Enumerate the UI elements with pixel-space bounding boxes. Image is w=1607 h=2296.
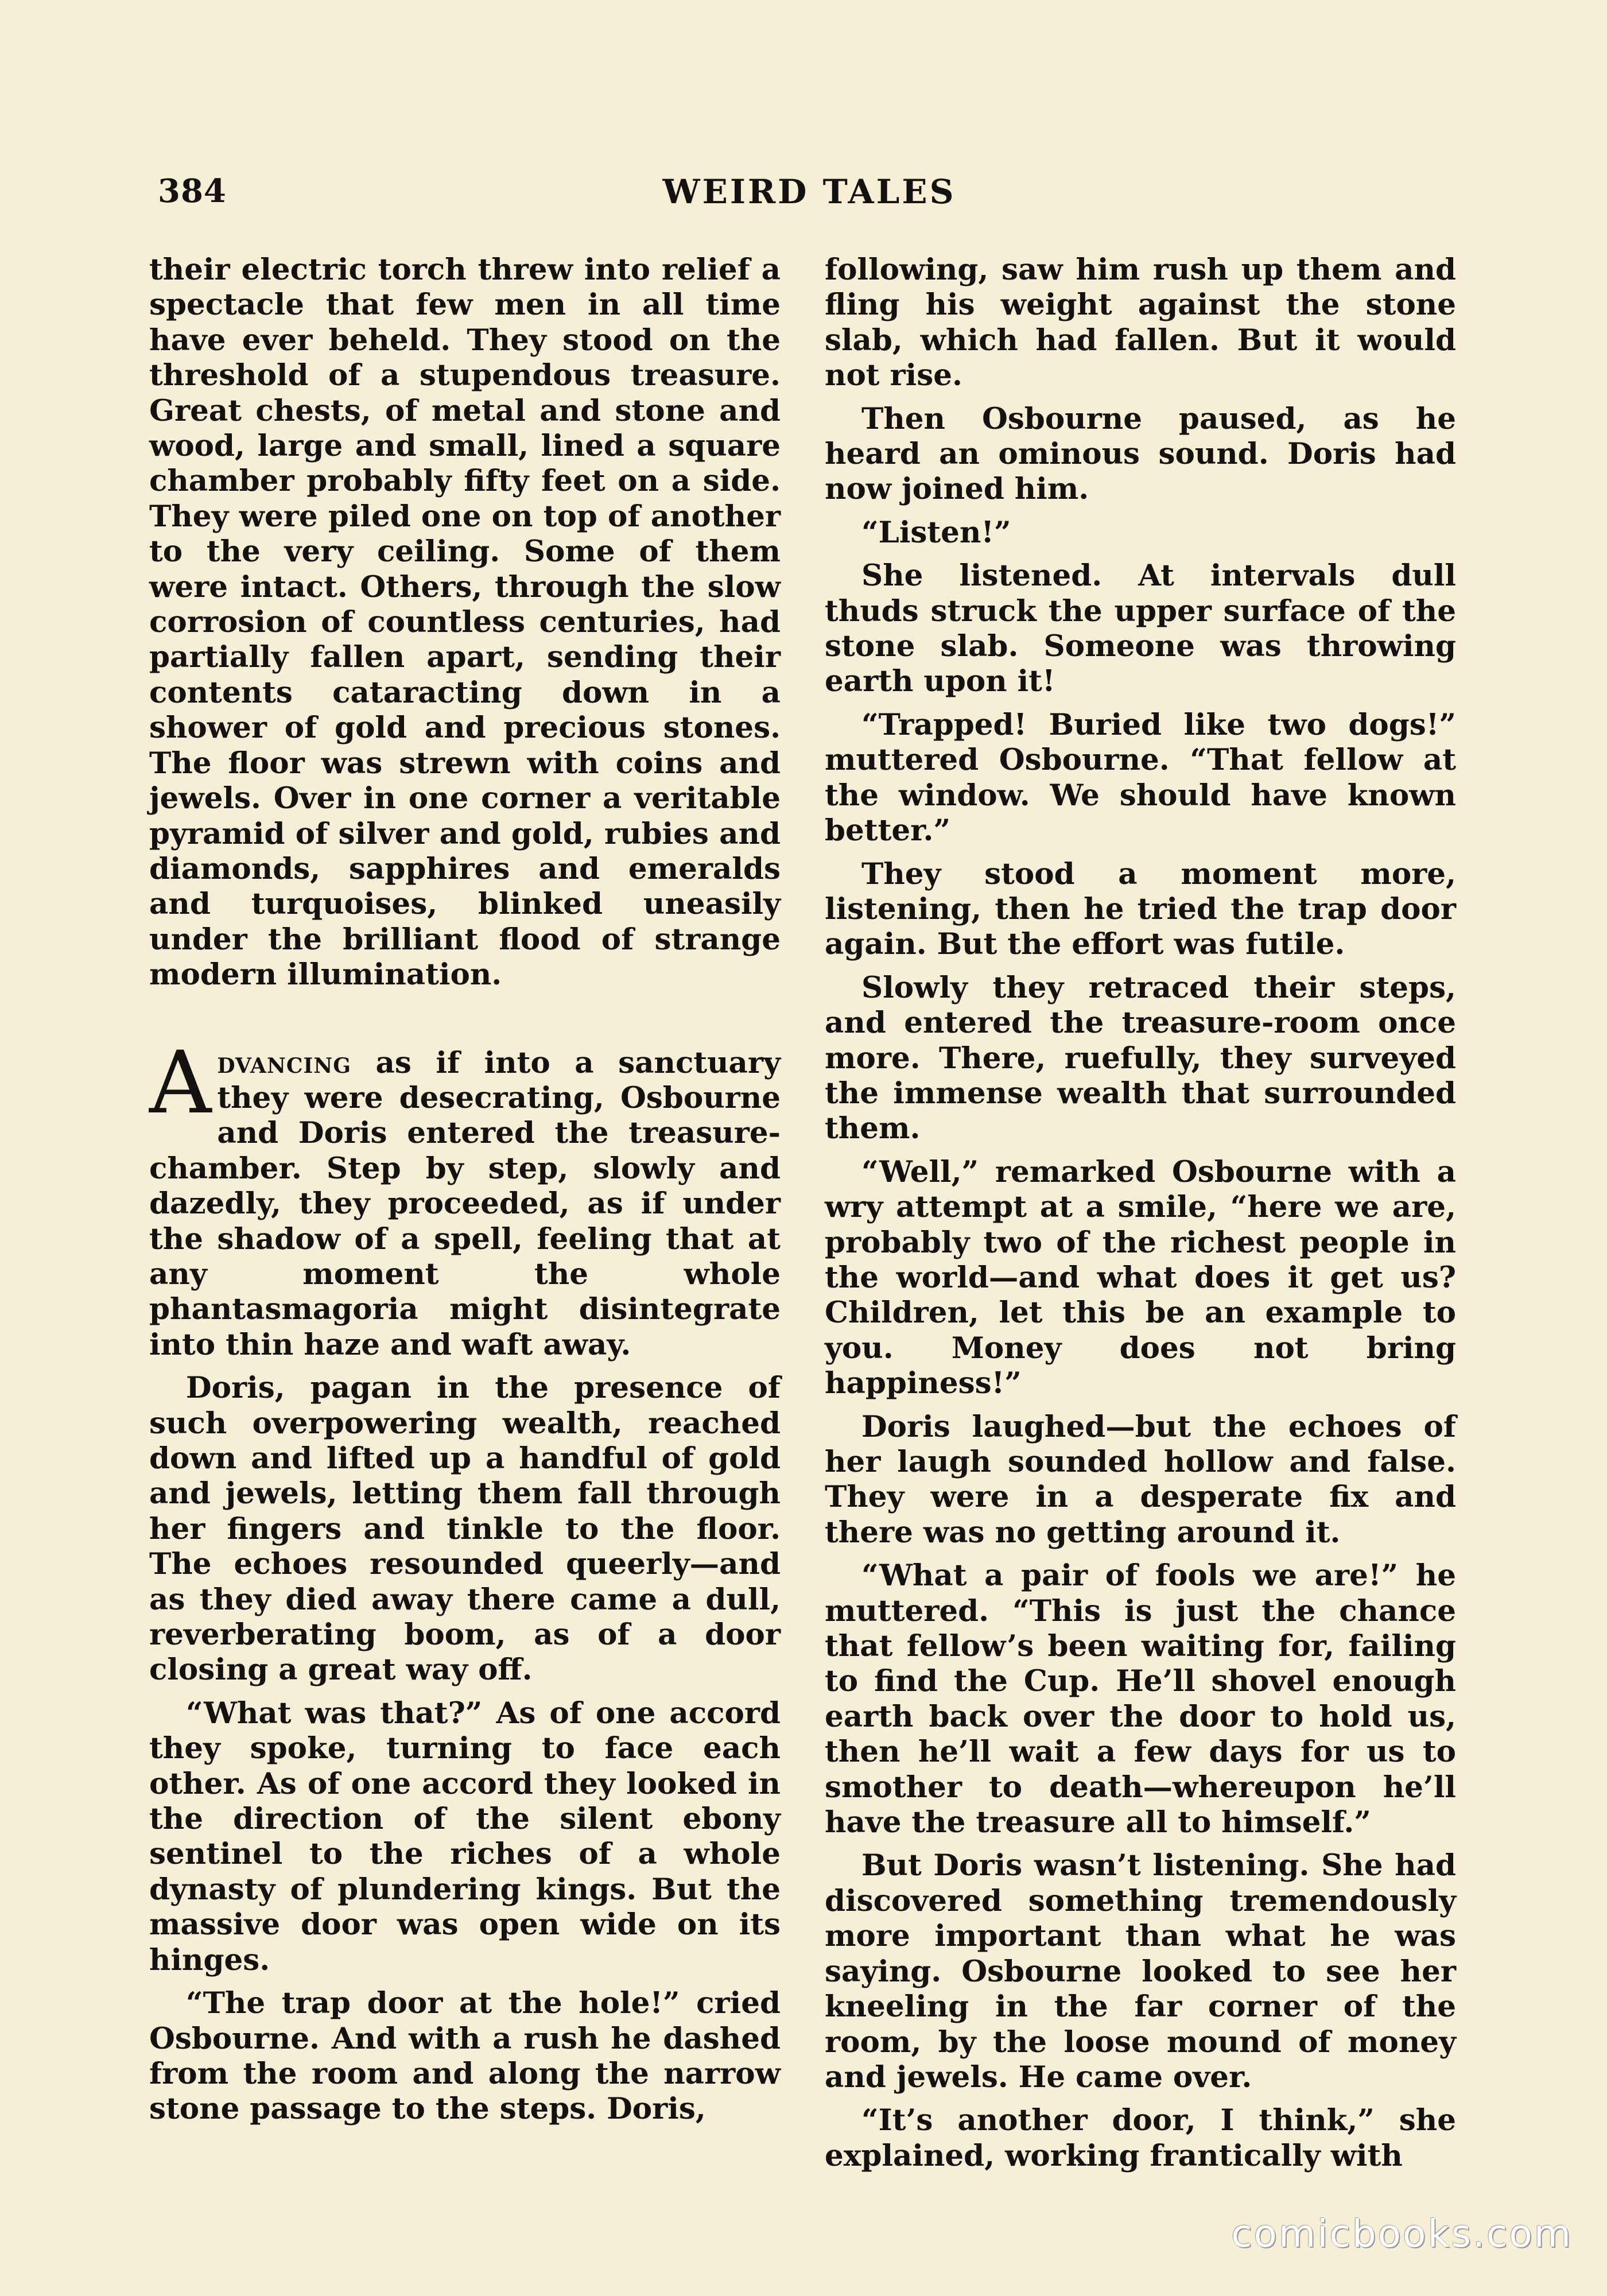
paragraph: They stood a moment more, listening, then he tried the trap door again. But the effort was futile. (825, 856, 1456, 962)
paragraph: Doris, pagan in the presence of such overpowering wealth, reached down and lifted up a handful of gold and jewels, letting them fall through her fingers and tinkle to the floor. The echoes resounded queerly—and as they died away there came a dull, reverberating boom, as of a door closing a great way off. (149, 1371, 781, 1688)
section-opening-paragraph (149, 1033, 781, 1363)
paragraph: following, saw him rush up them and fling his weight against the stone slab, which had fallen. But it would not rise. (825, 253, 1456, 393)
drop-cap: A (149, 1033, 212, 1133)
paragraph: Doris laughed—but the echoes of her laugh sounded hollow and false. They were in a desperate fix and there was no getting around it. (825, 1409, 1456, 1550)
paragraph: She listened. At intervals dull thuds struck the upper surface of the stone slab. Someone was throwing earth upon it! (825, 559, 1456, 699)
watermark: comicbooks.com (1231, 2212, 1573, 2256)
left-column (149, 253, 781, 2135)
paragraph: “It’s another door, I think,” she explained, working frantically with (825, 2103, 1456, 2173)
paragraph: “What was that?” As of one accord they spoke, turning to face each other. As of one accord they looked in the direction of the silent ebony sentinel to the riches of a whole dynasty of plundering kings. But the massive door was open wide on its hinges. (149, 1696, 781, 1977)
page-header (158, 166, 1461, 218)
paragraph: “Well,” remarked Osbourne with a wry attempt at a smile, “here we are, probably two of the richest people in the world—and what does it get us? Children, let this be an example to you. Money does not bring happiness!” (825, 1154, 1456, 1401)
paragraph-text: as if into a sanctuary they were desecrating, Osbourne and Doris entered the treasure-chamber. Step by step, slowly and dazedly, they proceeded, as if under the shadow of a spell, feeling that at any moment the whole phantasmagoria might disintegrate into thin haze and waft away. (149, 1045, 781, 1362)
paragraph: “What a pair of fools we are!” he muttered. “This is just the chance that fellow’s been waiting for, failing to find the Cup. He’ll shovel enough earth back over the door to hold us, then he’ll wait a few days for us to smother to death—whereupon he’ll have the treasure all to himself.” (825, 1558, 1456, 1840)
paragraph: “Listen!” (861, 515, 1011, 550)
right-column (825, 253, 1456, 2182)
paragraph: their electric torch threw into relief a spectacle that few men in all time have ever beheld. They stood on the threshold of a stupendous treasure. Great chests, of metal and stone and wood, large and small, lined a square chamber probably fifty feet on a side. They were piled one on top of another to the very ceiling. Some of them were intact. Others, through the slow corrosion of countless centuries, had partially fallen apart, sending their contents cataracting down in a shower of gold and precious stones. The floor was strewn with coins and jewels. Over in one corner a veritable pyramid of silver and gold, rubies and diamonds, sapphires and emeralds and turquoises, blinked uneasily under the brilliant flood of strange modern illumination. (149, 253, 781, 992)
page-number: 384 (158, 172, 227, 210)
paragraph: But Doris wasn’t listening. She had discovered something tremendously more important than what he was saying. Osbourne looked to see her kneeling in the far corner of the room, by the loose mound of money and jewels. He came over. (825, 1848, 1456, 2095)
paragraph: “The trap door at the hole!” cried Osbourne. And with a rush he dashed from the room and along the narrow stone passage to the steps. Doris, (149, 1986, 781, 2127)
paragraph: Slowly they retraced their steps, and entered the treasure-room once more. There, ruefully, they surveyed the immense wealth that surrounded them. (825, 970, 1456, 1146)
paragraph: Then Osbourne paused, as he heard an ominous sound. Doris had now joined him. (825, 401, 1456, 507)
paragraph: “Trapped! Buried like two dogs!” muttered Osbourne. “That fellow at the window. We should have known better.” (825, 707, 1456, 848)
small-caps-lead: dvancing (217, 1045, 352, 1080)
magazine-title: WEIRD TALES (662, 172, 956, 211)
